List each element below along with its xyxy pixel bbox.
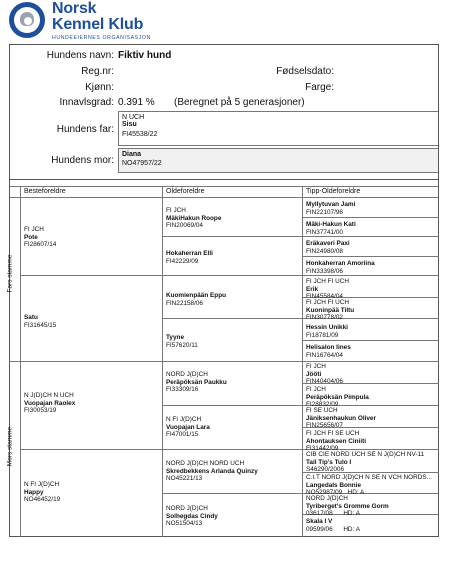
- color-label: Farge:: [305, 82, 334, 93]
- inbreeding-label: Innavlsgrad:: [59, 97, 114, 108]
- gggp-cell: [306, 451, 424, 474]
- ggp-cell: [166, 207, 221, 230]
- gggp-name: Peräpöksän Pimpula: [306, 393, 369, 401]
- gggp-reg: 03617/08: [306, 510, 333, 518]
- ggp-title: NORD J(D)CH NORD UCH: [166, 460, 245, 467]
- ggp-cell: [166, 505, 218, 528]
- ggp-title: NORD J(D)CH: [166, 371, 208, 378]
- gp-name: Satu: [24, 314, 38, 321]
- gggp-reg: FIN24980/08: [306, 247, 343, 255]
- gggp-title: FI JCH FI UCH: [306, 278, 349, 285]
- gggp-cell: [306, 386, 369, 409]
- birth-label: Fødselsdato:: [276, 66, 334, 77]
- father-name: Sisu: [122, 121, 137, 128]
- ggp-reg: FIN20069/04: [166, 222, 203, 230]
- father-reg: FI45538/22: [122, 131, 158, 138]
- ggp-reg: FIN22158/06: [166, 299, 203, 307]
- ggp-reg: FI57620/11: [166, 341, 198, 349]
- gggp-reg: FIN30778/02: [306, 314, 343, 322]
- ggp-reg: FI33309/16: [166, 386, 199, 394]
- gggp-name: Mäki-Hakun Kati: [306, 221, 356, 228]
- brand-line2: Kennel Klub: [52, 16, 144, 33]
- gggp-cell: [306, 201, 355, 216]
- grid-q3: [20, 449, 439, 450]
- ggp-reg: FI42229/09: [166, 257, 199, 265]
- ggp-name: MäkiHakun Roope: [166, 214, 222, 222]
- grid-e3: [162, 405, 439, 406]
- ggp-name: Peräpöksän Paukku: [166, 378, 227, 386]
- gp-title: N FI J(D)CH: [24, 481, 60, 488]
- gggp-name: Myllytuvan Jami: [306, 201, 356, 208]
- gggp-reg-row: [306, 510, 389, 518]
- gp-name: Pote: [24, 233, 38, 241]
- gggp-reg: NO52987/09: [306, 489, 343, 497]
- gp-reg: FI28607/14: [24, 241, 57, 249]
- gp-title: FI JCH: [24, 226, 44, 233]
- brand: [52, 1, 151, 41]
- gggp-reg: FIN25656/07: [306, 422, 343, 430]
- gggp-title: FI JCH: [306, 363, 326, 370]
- grid-header-bottom: [9, 197, 439, 198]
- col-header-grandparents: Oldeforeldre: [166, 188, 205, 195]
- gggp-cell: [306, 430, 366, 453]
- gggp-name: Jööti: [306, 370, 322, 378]
- gggp-cell: [306, 299, 354, 322]
- mother-reg: NO47957/22: [122, 160, 162, 167]
- gp-reg: FI30053/19: [24, 407, 57, 415]
- gggp-reg: FIN22107/96: [306, 208, 343, 216]
- col-header-greatgrand: Tipp-Oldeforeldre: [306, 188, 361, 195]
- ggp-reg: FI47001/15: [166, 431, 199, 439]
- gggp-hd: HD: A: [343, 525, 361, 533]
- gggp-reg: FI18781/09: [306, 331, 339, 339]
- brand-tagline: HUNDEEIERNES ORGANISASJON: [52, 35, 151, 41]
- gggp-cell: [306, 240, 350, 255]
- gggp-reg: FIN16764/04: [306, 351, 343, 359]
- gp-cell: [24, 481, 60, 504]
- gp-name: Vuopajan Raolex: [24, 399, 76, 407]
- gggp-reg: FIN33398/06: [306, 267, 343, 275]
- side-label-father: Fars stamme: [6, 254, 14, 293]
- ggp-title: FI JCH: [166, 207, 186, 214]
- gp-cell: [24, 226, 56, 249]
- col-header-parents: Besteforeldre: [24, 188, 66, 195]
- gggp-name: Tail Tip's Tulo I: [306, 458, 352, 466]
- gggp-name: Skala I V: [306, 518, 333, 525]
- inbreeding-note: (Beregnet på 5 generasjoner): [174, 97, 305, 108]
- inbreeding-value: 0.391 %: [118, 97, 155, 108]
- grid-t1: [302, 217, 439, 218]
- gggp-hd: HD: A: [347, 489, 365, 497]
- section-divider: [9, 179, 439, 180]
- father-label: Hundens far:: [56, 124, 114, 135]
- gggp-name: Langedals Bonnie: [306, 481, 362, 489]
- gp-reg: NO46452/19: [24, 496, 61, 504]
- ggp-name: Skredbekkens Arlanda Quinzy: [166, 467, 258, 475]
- gp-reg: FI31645/15: [24, 321, 57, 329]
- ggp-name: Hokaherran Elli: [166, 250, 213, 257]
- gggp-cell: [306, 363, 343, 386]
- gp-name: Happy: [24, 488, 44, 496]
- gggp-title: FI JCH FI UCH: [306, 299, 349, 306]
- ggp-cell: [166, 292, 226, 307]
- gggp-cell: [306, 474, 438, 497]
- grid-t2: [302, 256, 439, 257]
- gggp-cell: [306, 407, 376, 430]
- gp-cell: [24, 392, 75, 415]
- gggp-reg: S46290/2006: [306, 466, 345, 474]
- gggp-reg: 09599/06: [306, 525, 333, 533]
- dog-name: Fiktiv hund: [118, 50, 172, 61]
- grid-e2: [162, 318, 439, 319]
- gggp-reg: FI28832/09: [306, 401, 339, 409]
- ggp-cell: [166, 416, 210, 439]
- gggp-reg-row: [306, 526, 360, 534]
- ggp-cell: [166, 371, 227, 394]
- father-box: [118, 111, 438, 146]
- father-title: N UCH: [122, 114, 145, 121]
- ggp-name: Vuopajan Lara: [166, 423, 210, 431]
- mother-label: Hundens mor:: [51, 155, 114, 166]
- name-label: Hundens navn:: [46, 50, 114, 61]
- gggp-name: Helisalon Iines: [306, 344, 351, 351]
- gggp-name: Erik: [306, 285, 319, 293]
- ggp-name: Tyyne: [166, 334, 184, 341]
- ggp-cell: [166, 460, 258, 483]
- gggp-name: Honkaherran Amoriina: [306, 260, 375, 267]
- grid-t4: [302, 340, 439, 341]
- gggp-title: FI SE UCH: [306, 407, 338, 414]
- gggp-cell: [306, 278, 349, 301]
- ggp-cell: [166, 250, 213, 265]
- grid-e1: [162, 236, 439, 237]
- gggp-hd: HD: A: [343, 510, 361, 518]
- gggp-title: C.I.T NORD J(D)CH N SE N VCH NORDS...: [306, 474, 432, 481]
- ggp-title: NORD J(D)CH: [166, 505, 208, 512]
- gggp-reg: FIN45584/04: [306, 293, 343, 301]
- ggp-cell: [166, 334, 198, 349]
- brand-line1: Norsk: [52, 0, 97, 17]
- ggp-reg: NO51504/13: [166, 520, 203, 528]
- gggp-name: Tyriberget's Gromme Gorm: [306, 502, 389, 510]
- gggp-cell: [306, 324, 348, 339]
- nkk-logo: [9, 2, 45, 38]
- side-label-mother: Mors stamme: [6, 426, 14, 467]
- gggp-cell: [306, 495, 389, 518]
- gggp-cell: [306, 518, 360, 533]
- gggp-name: Jäniksenhaukun Oliver: [306, 414, 376, 422]
- reg-label: Reg.nr:: [81, 66, 114, 77]
- mother-box: [118, 148, 438, 173]
- gggp-title: NORD J(D)CH: [306, 495, 348, 502]
- grid-q1: [20, 275, 439, 276]
- ggp-name: Solhegdas Cindy: [166, 512, 218, 520]
- mother-name: Diana: [122, 151, 142, 158]
- gggp-title: FI JCH: [306, 386, 326, 393]
- ggp-reg: NO45221/13: [166, 475, 203, 483]
- gp-title: N J(D)CH N UCH: [24, 392, 74, 399]
- gggp-cell: [306, 260, 375, 275]
- grid-top: [9, 186, 439, 187]
- gender-label: Kjønn:: [85, 82, 114, 93]
- gggp-cell: [306, 221, 356, 236]
- gggp-name: Kuoninpää Tiltu: [306, 306, 355, 314]
- gggp-name: Eräkaveri Paxi: [306, 240, 350, 247]
- gggp-cell: [306, 344, 351, 359]
- gggp-reg: FIN37741/00: [306, 228, 343, 236]
- gggp-name: Ahontauksen Ciniiti: [306, 437, 367, 445]
- ggp-title: N FI J(D)CH: [166, 416, 202, 423]
- gggp-title: CIB CIE NORD UCH SE N J(D)CH NV-11: [306, 451, 425, 458]
- grid-mid: [9, 361, 439, 362]
- gp-cell: [24, 314, 56, 329]
- gggp-title: FI JCH FI SE UCH: [306, 430, 360, 437]
- gggp-reg: FI31442/09: [306, 445, 339, 453]
- ggp-name: Kuomienpään Eppu: [166, 292, 227, 299]
- gggp-reg: FIN40404/06: [306, 378, 343, 386]
- gggp-name: Hessin Unikki: [306, 324, 348, 331]
